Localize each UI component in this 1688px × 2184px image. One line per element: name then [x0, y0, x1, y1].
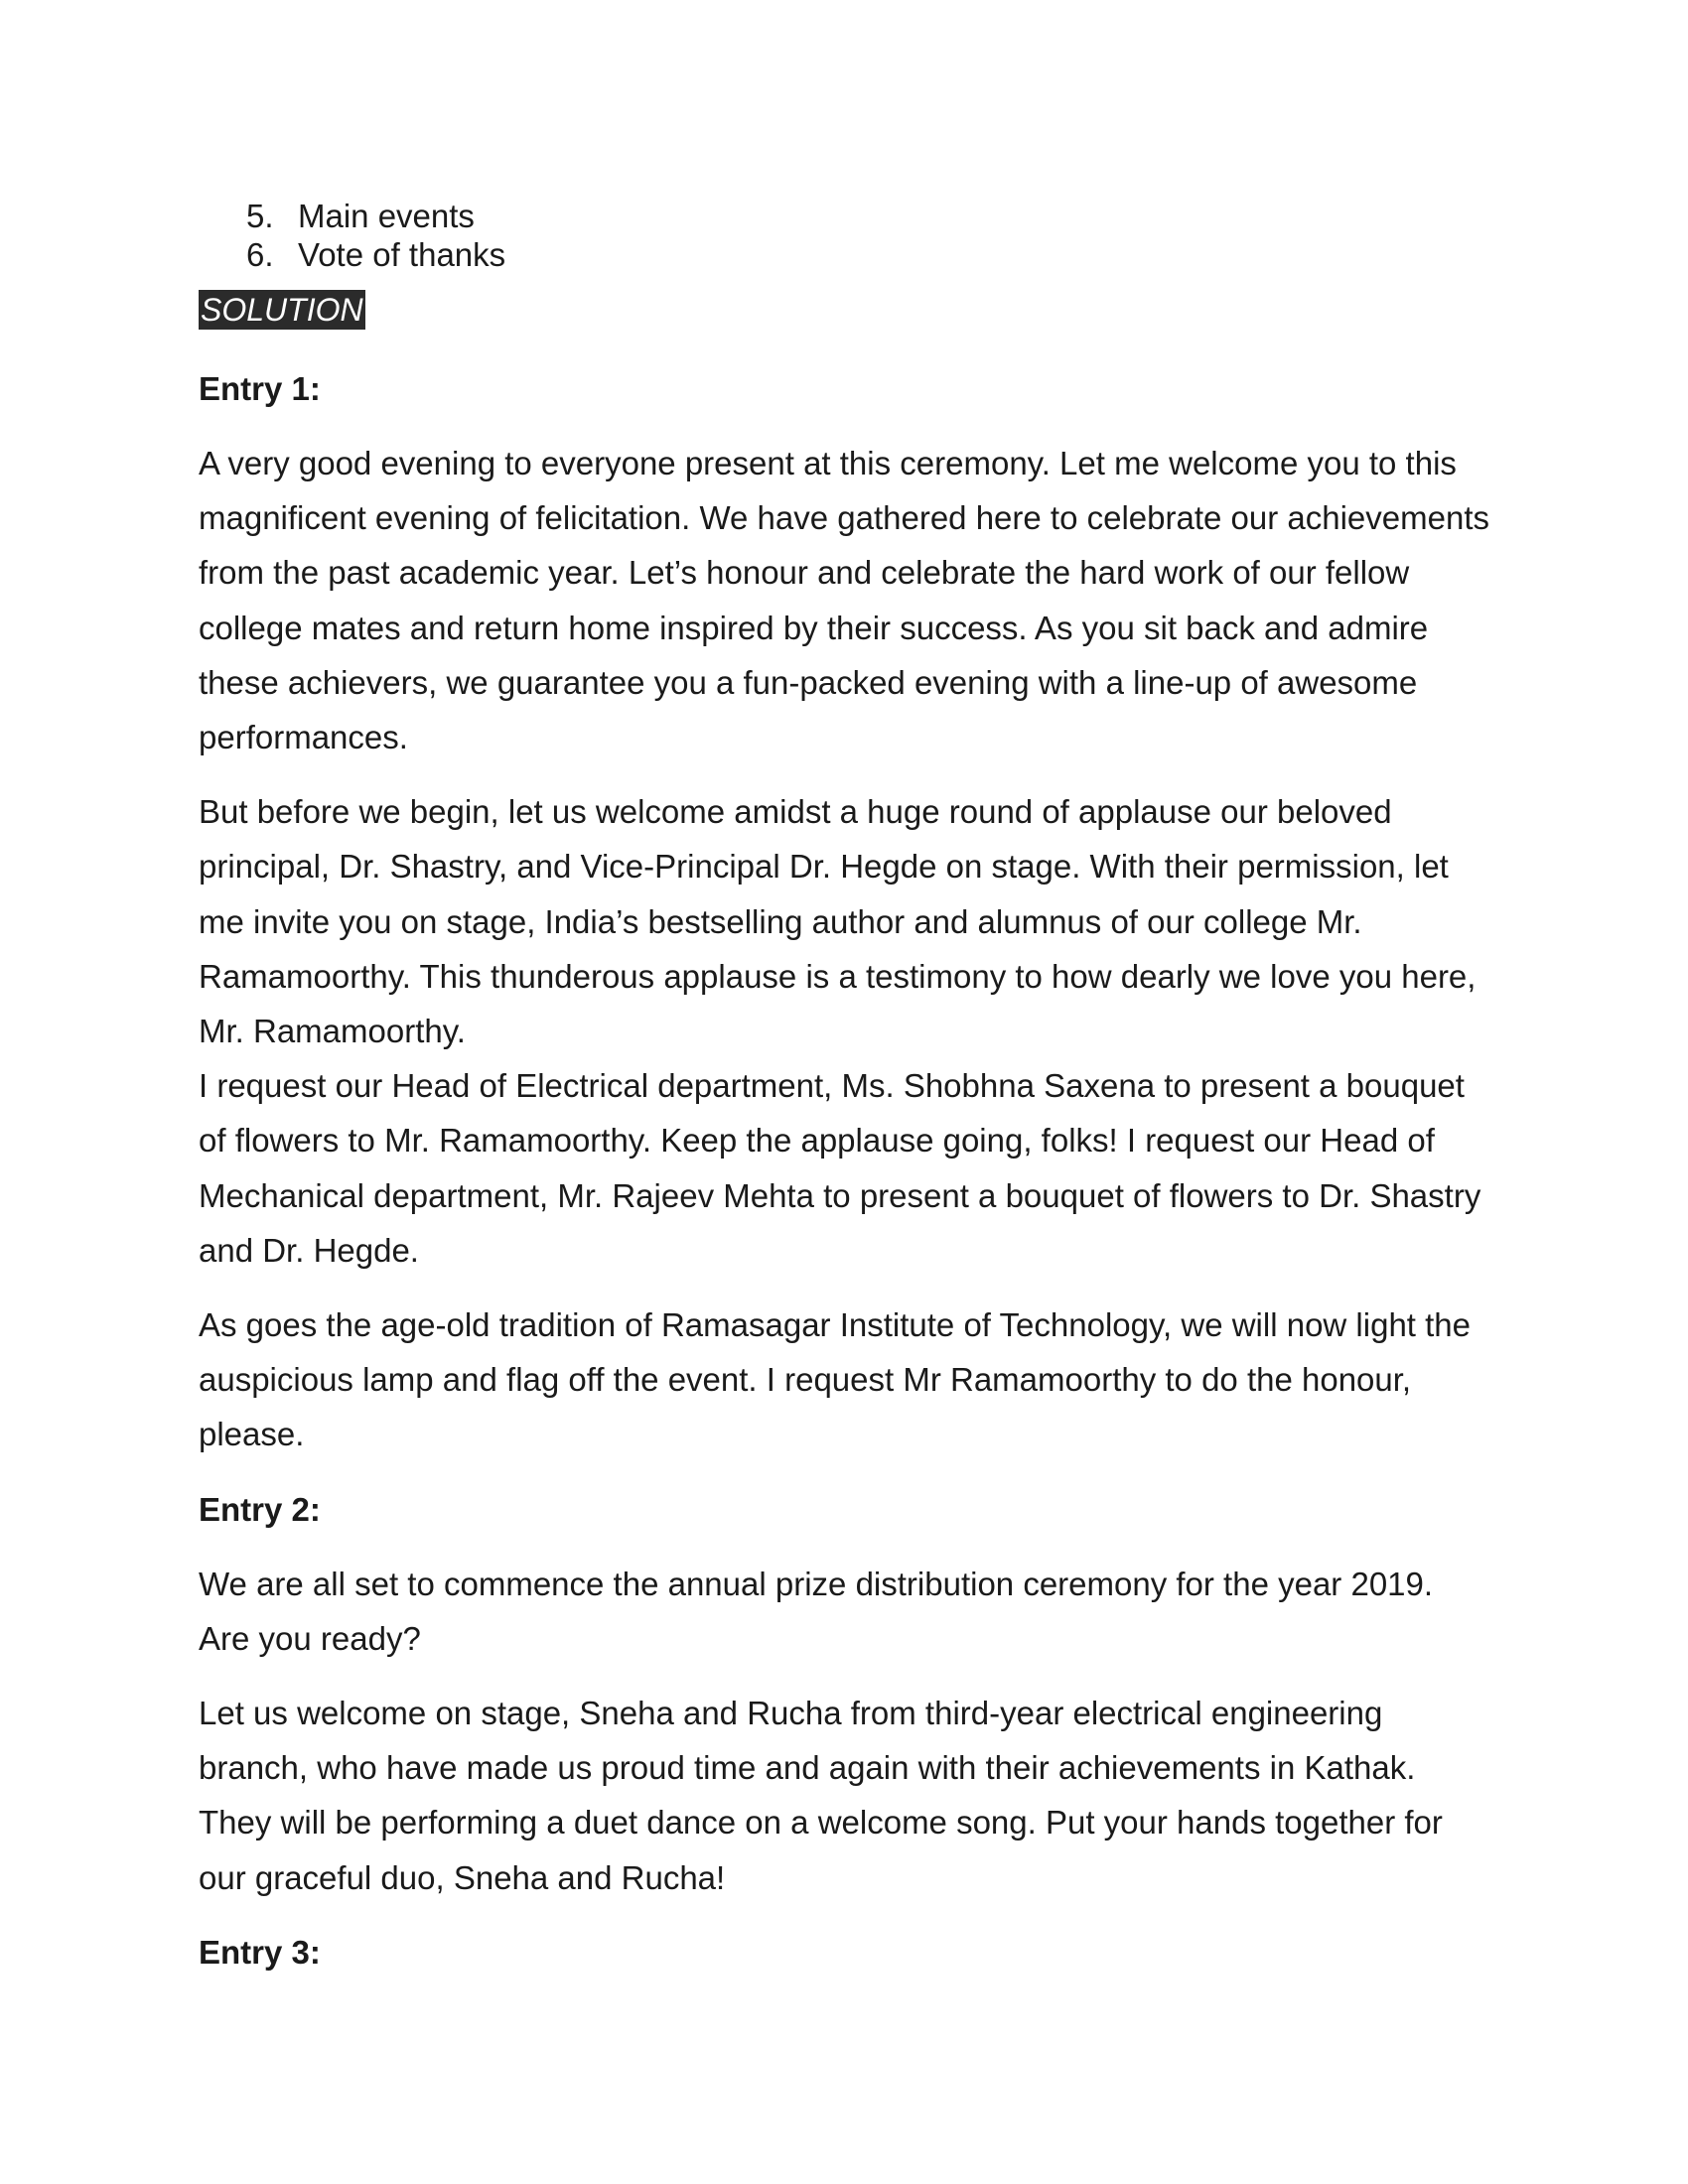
list-item — [246, 197, 505, 235]
list-item-number: 5. — [246, 198, 274, 234]
list-item — [246, 235, 505, 274]
entry-2-paragraph-1: We are all set to commence the annual prize distribution ceremony for the year 2019. Are you ready? — [199, 1565, 1434, 1657]
entry-3-heading: Entry 3: — [199, 1933, 321, 1971]
entry-1-paragraph-2: But before we begin, let us welcome amidst a huge round of applause our beloved principal, Dr. Shastry, and Vice-Principal Dr. Hegde on stage. With their permission, let me invite you on stage, India’s bestselling author and alumnus of our college Mr. Ramamoorthy. This thunderous applause is a testimony to how dearly we love you here, Mr. Ramamoorthy. — [199, 793, 1477, 1050]
entry-1-paragraph-1: A very good evening to everyone present at this ceremony. Let me welcome you to this magnificent evening of felicitation. We have gathered here to celebrate our achievements from the past academic year. Let’s honour and celebrate the hard work of our fellow college mates and return home inspired by their success. As you sit back and admire these achievers, we guarantee you a fun-packed evening with a line-up of awesome performances. — [199, 445, 1490, 756]
solution-label: SOLUTION — [201, 292, 363, 328]
entry-1-heading: Entry 1: — [199, 370, 321, 407]
entry-1-paragraph-4: As goes the age-old tradition of Ramasagar Institute of Technology, we will now light the auspicious lamp and flag off the event. I request Mr Ramamoorthy to do the honour, please. — [199, 1306, 1472, 1453]
entry-2-heading: Entry 2: — [199, 1490, 321, 1528]
document-body — [199, 361, 1489, 1979]
entry-2-paragraph-2: Let us welcome on stage, Sneha and Rucha from third-year electrical engineering branch, who have made us proud time and again with their achievements in Kathak. They will be performing a duet dance on a welcome song. Put your hands together for our graceful duo, Sneha and Rucha! — [199, 1695, 1443, 1896]
list-item-number: 6. — [246, 236, 274, 273]
numbered-list — [246, 197, 505, 274]
list-item-text: Main events — [298, 198, 475, 234]
entry-1-paragraph-3: I request our Head of Electrical department, Ms. Shobhna Saxena to present a bouquet of flowers to Mr. Ramamoorthy. Keep the applause going, folks! I request our Head of Mechanical department, Mr. Rajeev Mehta to present a bouquet of flowers to Dr. Shastry and Dr. Hegde. — [199, 1067, 1481, 1269]
list-item-text: Vote of thanks — [298, 236, 506, 273]
